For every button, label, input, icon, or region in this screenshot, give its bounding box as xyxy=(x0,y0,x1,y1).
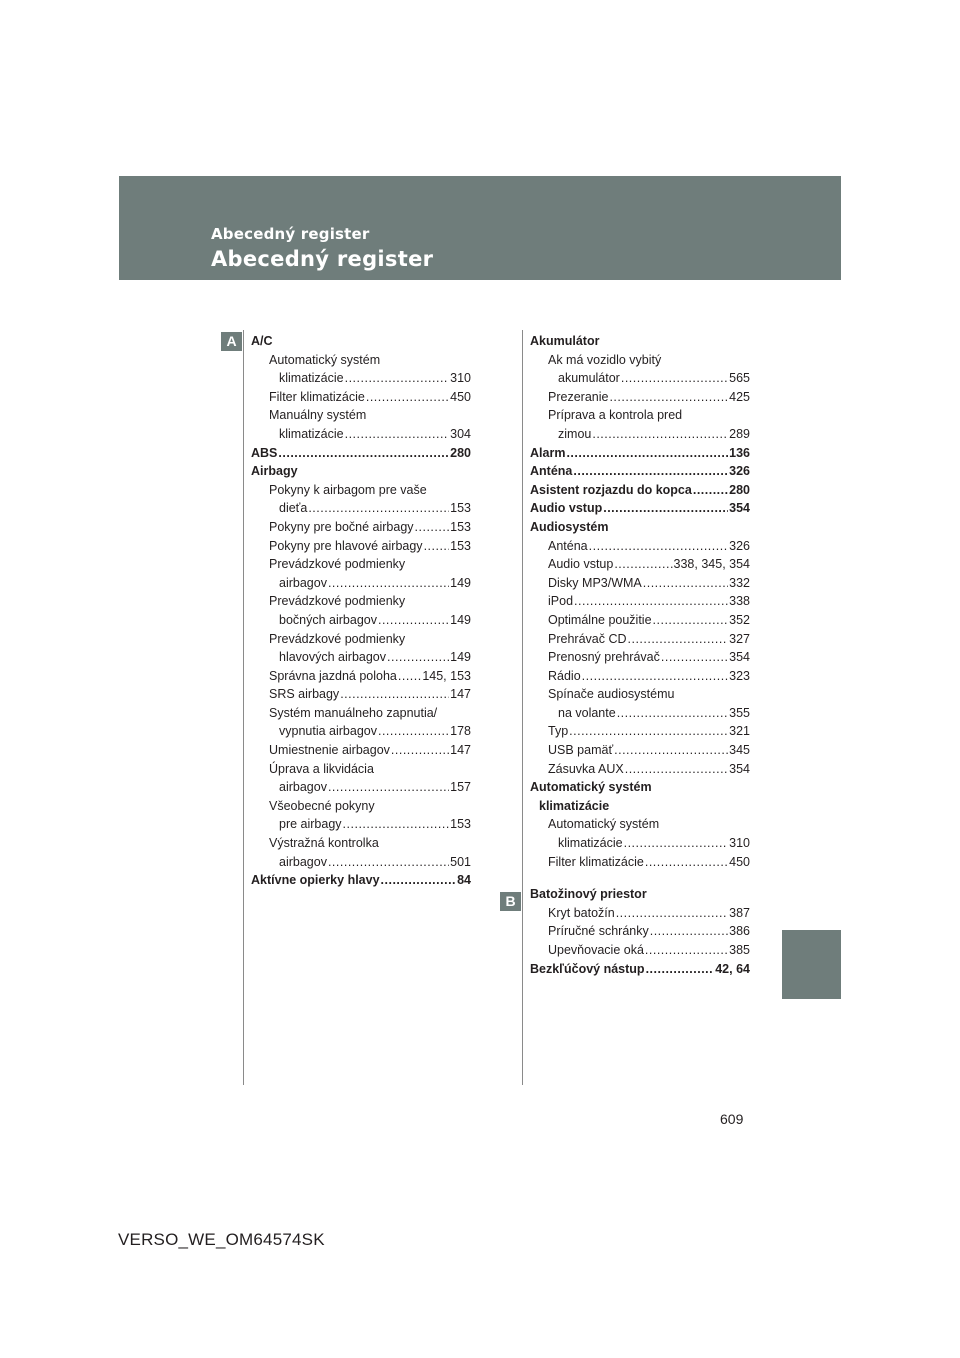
section-gap xyxy=(530,871,750,885)
header-subtitle: Abecedný register xyxy=(211,225,370,243)
index-entry-text: Zásuvka AUX xyxy=(548,761,624,776)
index-entry-text: Rádio xyxy=(548,668,581,683)
index-entry-text: Filter klimatizácie xyxy=(269,389,365,404)
index-entry-text: bočných airbagov xyxy=(279,612,377,627)
dot-leader xyxy=(573,462,728,481)
index-entry xyxy=(530,741,750,760)
index-entry-page: 565 xyxy=(729,371,750,386)
index-entry-text: airbagov xyxy=(279,780,327,795)
dot-leader xyxy=(378,722,449,741)
index-entry-text: Audio vstup xyxy=(530,501,603,516)
dot-leader xyxy=(391,741,449,760)
index-entry-text: Airbagy xyxy=(251,464,298,479)
dot-leader xyxy=(645,853,728,872)
dot-leader xyxy=(625,760,728,779)
index-entry-text: pre airbagy xyxy=(279,817,342,832)
index-entry-text: Upevňovacie oká xyxy=(548,943,644,957)
index-entry-text: A/C xyxy=(251,334,273,348)
index-entry xyxy=(530,369,750,388)
index-entry-page: 153 xyxy=(450,538,471,553)
index-entry-text: klimatizácie xyxy=(539,798,610,813)
index-entry-text: Filter klimatizácie xyxy=(548,854,644,869)
index-entry xyxy=(251,611,471,630)
index-entry-page: 450 xyxy=(729,854,750,869)
index-entry xyxy=(530,574,750,593)
dot-leader xyxy=(569,722,728,741)
index-entry xyxy=(251,704,471,723)
index-entry-text: Audiosystém xyxy=(530,519,609,534)
dot-leader xyxy=(378,611,449,630)
index-entry xyxy=(251,797,471,816)
dot-leader xyxy=(646,960,715,979)
dot-leader xyxy=(340,685,449,704)
index-entry xyxy=(530,351,750,370)
index-entry xyxy=(251,741,471,760)
index-entry xyxy=(530,499,750,518)
index-entry xyxy=(530,960,750,979)
dot-leader xyxy=(381,871,457,890)
index-entry xyxy=(251,871,471,890)
index-entry-text: USB pamäť xyxy=(548,743,614,758)
dot-leader xyxy=(589,537,729,556)
index-entry xyxy=(251,815,471,834)
index-entry-page: 136 xyxy=(729,445,750,460)
dot-leader xyxy=(366,388,449,407)
index-entry xyxy=(530,778,750,797)
index-entry-page: 345 xyxy=(729,743,750,758)
dot-leader xyxy=(614,741,728,760)
dot-leader xyxy=(387,648,449,667)
index-entry-page: 149 xyxy=(450,575,471,590)
index-entry-text: Prevádzkové podmienky xyxy=(269,594,406,609)
index-entry-text: Automatický systém xyxy=(269,352,381,367)
index-entry xyxy=(251,388,471,407)
index-entry xyxy=(251,332,471,351)
index-entry-page: 145, 153 xyxy=(422,668,471,683)
index-entry xyxy=(251,369,471,388)
dot-leader xyxy=(609,388,728,407)
dot-leader xyxy=(603,499,728,518)
index-entry-text: klimatizácie xyxy=(279,426,344,441)
index-entry xyxy=(251,462,471,481)
index-entry-page: 385 xyxy=(729,943,750,957)
index-entry xyxy=(251,648,471,667)
index-entry-page: 153 xyxy=(450,817,471,832)
index-entry-text: Typ xyxy=(548,724,569,739)
index-entry xyxy=(530,630,750,649)
page-number: 609 xyxy=(720,1111,744,1127)
index-entry xyxy=(530,704,750,723)
dot-leader xyxy=(308,499,449,518)
index-entry xyxy=(530,941,750,960)
index-entry xyxy=(251,667,471,686)
index-entry-text: akumulátor xyxy=(558,371,620,386)
dot-leader xyxy=(616,904,728,923)
dot-leader xyxy=(624,834,729,853)
index-entry-page: 280 xyxy=(729,482,750,497)
index-entry xyxy=(530,462,750,481)
index-entry-text: Výstražná kontrolka xyxy=(269,836,379,851)
dot-leader xyxy=(398,667,421,686)
index-entry xyxy=(251,574,471,593)
index-entry xyxy=(251,481,471,500)
index-entry-text: Správna jazdná poloha xyxy=(269,668,397,683)
dot-leader xyxy=(628,630,729,649)
index-entry-text: Automatický systém xyxy=(548,817,660,832)
index-entry xyxy=(251,518,471,537)
index-entry xyxy=(530,667,750,686)
index-entry-page: 149 xyxy=(450,612,471,627)
index-entry-text: Anténa xyxy=(530,464,573,479)
dot-leader xyxy=(424,537,450,556)
section-letter-b: B xyxy=(500,892,521,911)
index-entry-text: Umiestnenie airbagov xyxy=(269,743,390,758)
dot-leader xyxy=(661,648,728,667)
index-entry-page: 304 xyxy=(450,426,471,441)
index-entry-text: Pokyny pre hlavové airbagy xyxy=(269,538,423,553)
index-entry-text: Prevádzkové podmienky xyxy=(269,557,406,572)
index-entry xyxy=(251,425,471,444)
index-entry-text: Úprava a likvidácia xyxy=(269,761,374,776)
index-entry-text: Pokyny pre bočné airbagy xyxy=(269,519,414,534)
index-entry-text: Spínače audiosystému xyxy=(548,687,675,702)
index-entry-page: 326 xyxy=(729,464,750,479)
dot-leader xyxy=(574,592,728,611)
index-entry xyxy=(530,555,750,574)
index-entry-text: Asistent rozjazdu do kopca xyxy=(530,482,692,497)
index-entry xyxy=(251,444,471,463)
dot-leader xyxy=(345,369,450,388)
index-entry xyxy=(530,760,750,779)
index-entry-text: Príručné schránky xyxy=(548,924,649,939)
index-entry xyxy=(251,537,471,556)
dot-leader xyxy=(645,941,728,960)
index-entry xyxy=(530,722,750,741)
dot-leader xyxy=(566,444,728,463)
index-entry xyxy=(530,648,750,667)
index-entry-text: Ak má vozidlo vybitý xyxy=(548,352,662,367)
index-entry-text: klimatizácie xyxy=(279,371,344,386)
dot-leader xyxy=(617,704,728,723)
index-entry xyxy=(251,853,471,872)
index-entry-text: Prevádzkové podmienky xyxy=(269,631,406,646)
index-entry xyxy=(530,332,750,351)
index-entry-text: Príprava a kontrola pred xyxy=(548,408,683,423)
dot-leader xyxy=(278,444,449,463)
index-entry-page: 386 xyxy=(729,924,750,939)
index-entry xyxy=(530,815,750,834)
index-entry xyxy=(251,760,471,779)
index-entry xyxy=(530,592,750,611)
index-entry xyxy=(530,406,750,425)
dot-leader xyxy=(693,481,728,500)
dot-leader xyxy=(345,425,450,444)
index-entry-text: Prenosný prehrávač xyxy=(548,650,660,665)
index-entry-text: zimou xyxy=(558,426,592,441)
index-entry-page: 178 xyxy=(450,724,471,739)
index-entry xyxy=(251,722,471,741)
index-entry xyxy=(251,499,471,518)
index-entry-text: klimatizácie xyxy=(558,836,623,851)
index-entry xyxy=(530,685,750,704)
index-entry-text: hlavových airbagov xyxy=(279,650,387,665)
dot-leader xyxy=(653,611,729,630)
index-entry xyxy=(251,834,471,853)
document-code: VERSO_WE_OM64574SK xyxy=(118,1230,325,1249)
index-entry-text: airbagov xyxy=(279,854,327,869)
index-entry xyxy=(530,388,750,407)
index-entry-page: 354 xyxy=(729,761,750,776)
index-entry-page: 147 xyxy=(450,743,471,758)
index-entry-page: 153 xyxy=(450,519,471,534)
index-entry-text: Pokyny k airbagom pre vaše xyxy=(269,482,427,497)
section-thumb-tab xyxy=(782,930,841,999)
index-entry-text: Optimálne použitie xyxy=(548,612,652,627)
index-entry-page: 323 xyxy=(729,668,750,683)
index-entry-page: 147 xyxy=(450,687,471,702)
index-entry xyxy=(251,630,471,649)
index-entry xyxy=(530,904,750,923)
index-entry-text: iPod xyxy=(548,594,574,609)
index-entry-text: Aktívne opierky hlavy xyxy=(251,873,380,888)
index-entry-text: Alarm xyxy=(530,445,566,460)
index-entry-page: 42, 64 xyxy=(715,961,750,976)
index-entry-page: 310 xyxy=(450,371,471,386)
index-entry-page: 355 xyxy=(729,705,750,720)
dot-leader xyxy=(650,922,728,941)
index-entry-page: 327 xyxy=(729,631,750,646)
dot-leader xyxy=(328,853,449,872)
index-entry-page: 425 xyxy=(729,389,750,404)
index-entry-text: SRS airbagy xyxy=(269,687,340,702)
index-entry xyxy=(530,922,750,941)
index-entry-page: 84 xyxy=(457,873,471,888)
index-entry xyxy=(530,797,750,816)
index-entry xyxy=(530,444,750,463)
index-entry xyxy=(251,555,471,574)
index-entry-text: Všeobecné pokyny xyxy=(269,798,375,813)
index-entry-text: Kryt batožín xyxy=(548,905,615,920)
index-entry-text: Audio vstup xyxy=(548,557,614,572)
index-entry xyxy=(251,685,471,704)
index-entry xyxy=(251,778,471,797)
index-entry xyxy=(530,834,750,853)
index-entry-page: 387 xyxy=(729,905,750,920)
index-entry-page: 332 xyxy=(729,575,750,590)
index-entry-page: 153 xyxy=(450,501,471,516)
index-entry-text: na volante xyxy=(558,705,616,720)
index-entry-text: Prezeranie xyxy=(548,389,609,404)
index-entry-page: 310 xyxy=(729,836,750,851)
index-entry xyxy=(251,592,471,611)
dot-leader xyxy=(582,667,728,686)
index-entry-page: 338 xyxy=(729,594,750,609)
dot-leader xyxy=(643,574,728,593)
index-entry xyxy=(251,351,471,370)
index-entry-page: 321 xyxy=(729,724,750,739)
index-entry-text: Prehrávač CD xyxy=(548,631,627,646)
index-entry-text: Batožinový priestor xyxy=(530,887,647,902)
dot-leader xyxy=(343,815,450,834)
index-entry-text: Automatický systém xyxy=(530,780,652,795)
index-entry-page: 326 xyxy=(729,538,750,553)
index-entry-page: 501 xyxy=(450,854,471,869)
index-entry xyxy=(530,611,750,630)
index-entry-page: 338, 345, 354 xyxy=(673,557,750,572)
index-entry-page: 352 xyxy=(729,612,750,627)
index-entry-page: 354 xyxy=(729,650,750,665)
dot-leader xyxy=(328,574,449,593)
index-entry-text: Disky MP3/WMA xyxy=(548,575,642,590)
index-entry xyxy=(530,885,750,904)
index-entry xyxy=(251,406,471,425)
index-entry xyxy=(530,425,750,444)
dot-leader xyxy=(592,425,728,444)
index-entry xyxy=(530,537,750,556)
index-entry-text: dieťa xyxy=(279,501,308,516)
index-entry-page: 157 xyxy=(450,780,471,795)
dot-leader xyxy=(621,369,728,388)
index-entry-text: Manuálny systém xyxy=(269,408,367,423)
index-entry-page: 450 xyxy=(450,389,471,404)
dot-leader xyxy=(328,778,449,797)
index-column-left xyxy=(251,332,471,890)
index-entry-text: Bezkľúčový nástup xyxy=(530,961,645,976)
index-entry-text: Akumulátor xyxy=(530,334,600,348)
index-column-right xyxy=(530,332,750,978)
page-title: Abecedný register xyxy=(211,247,434,271)
index-entry-text: airbagov xyxy=(279,575,327,590)
dot-leader xyxy=(415,518,450,537)
index-entry xyxy=(530,481,750,500)
index-entry-text: ABS xyxy=(251,445,278,460)
index-entry-page: 289 xyxy=(729,426,750,441)
index-entry-text: Systém manuálneho zapnutia/ xyxy=(269,705,438,720)
section-letter-a: A xyxy=(221,332,242,351)
header-band xyxy=(119,176,841,280)
index-entry-text: Anténa xyxy=(548,538,588,553)
index-entry xyxy=(530,853,750,872)
index-entry xyxy=(530,518,750,537)
index-entry-page: 354 xyxy=(729,501,750,516)
index-entry-text: vypnutia airbagov xyxy=(279,724,377,739)
column-divider-left xyxy=(243,330,244,1085)
dot-leader xyxy=(614,555,672,574)
index-entry-page: 149 xyxy=(450,650,471,665)
column-divider-right xyxy=(522,330,523,1085)
index-entry-page: 280 xyxy=(450,445,471,460)
